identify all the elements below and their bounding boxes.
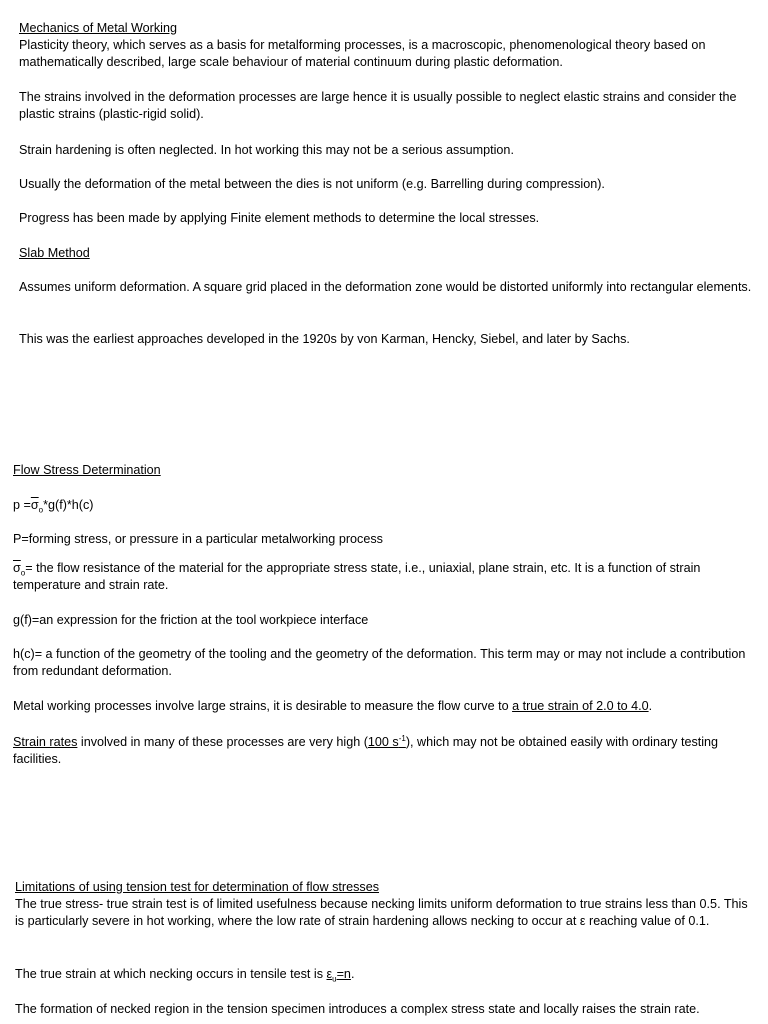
true-strain-link: a true strain of 2.0 to 4.0 [512,699,649,713]
section-title-mechanics: Mechanics of Metal Working [19,21,177,35]
paragraph-plasticity: Plasticity theory, which serves as a basis for metalforming processes, is a macroscopic, phenomenological theory based on mathematically described, large scale behaviour of material continuum during plastic deformation. [19,38,706,69]
large-strain-text: Metal working processes involve large strains, it is desirable to measure the flow curve to [13,699,513,713]
definition-p: P=forming stress, or pressure in a particular metalworking process [13,532,383,546]
strain-rate-exponent: -1 [398,733,406,743]
paragraph-deformation: Usually the deformation of the metal between the dies is not uniform (e.g. Barrelling during compression). [19,177,605,191]
strain-rates-text: involved in many of these processes are very high ( [77,735,368,749]
necking-formula [326,967,351,984]
paragraph-tension-test: The true stress- true strain test is of limited usefulness because necking limits uniform deformation to true strains less than 0.5. This is particularly severe in hot working, where the low rate of strain hardening allows necking to occur at ε reaching value of 0.1. [15,897,748,928]
paragraph-history: This was the earliest approaches developed in the 1920s by von Karman, Hencky, Siebel, and later by Sachs. [19,332,630,346]
strain-rates-link: Strain rates [13,735,78,749]
necking-end: . [350,967,355,981]
definition-h: h(c)= a function of the geometry of the tooling and the geometry of the deformation. This term may or may not include a contribution from redundant deformation. [13,647,746,678]
epsilon-sub: u [332,974,337,984]
paragraph-strains: The strains involved in the deformation processes are large hence it is usually possible to neglect elastic strains and consider the plastic strains (plastic-rigid solid). [19,90,737,121]
strain-rate-number: 100 s [367,735,399,749]
definition-g: g(f)=an expression for the friction at the tool workpiece interface [13,613,369,627]
section-title-limitations: Limitations of using tension test for determination of flow stresses [15,880,379,894]
paragraph-necked-region: The formation of necked region in the tension specimen introduces a complex stress state and locally raises the strain rate. [15,1002,700,1016]
eq-p: p = [13,498,31,512]
paragraph-large-strains [13,698,761,715]
paragraph-uniform-deformation: Assumes uniform deformation. A square grid placed in the deformation zone would be distorted uniformly into rectangular elements. [19,280,752,294]
epsilon-symbol: ε [326,967,333,981]
eq-rest: *g(f)*h(c) [43,498,94,512]
formula-rest: =n [336,967,351,981]
eq-sigma-sub: o [38,505,44,515]
necking-text: The true strain at which necking occurs in tensile test is [15,967,327,981]
subsection-title-slab: Slab Method [19,246,90,260]
sigma-text: = the flow resistance of the material for the appropriate stress state, i.e., uniaxial, plane strain, etc. It is a function of strain temperature and strain rate. [13,561,701,592]
definition-sigma [13,560,761,594]
equation-flow-stress [13,497,761,514]
strain-rates-end: ), which may not be obtained easily with ordinary testing facilities. [13,735,719,766]
strain-rate-value [368,735,406,749]
paragraph-strain-rates [13,734,761,768]
sigma-symbol: $\overline{\sigma}$ [13,561,21,575]
eq-sigma: $\overline{\sigma}$ [30,498,39,512]
sigma-sub: o [20,568,26,578]
paragraph-finite-element: Progress has been made by applying Finite element methods to determine the local stresses. [19,211,540,225]
large-strain-end: . [648,699,653,713]
paragraph-necking-strain [15,966,755,983]
section-title-flow-stress: Flow Stress Determination [13,463,161,477]
paragraph-strain-hardening: Strain hardening is often neglected. In hot working this may not be a serious assumption. [19,143,514,157]
